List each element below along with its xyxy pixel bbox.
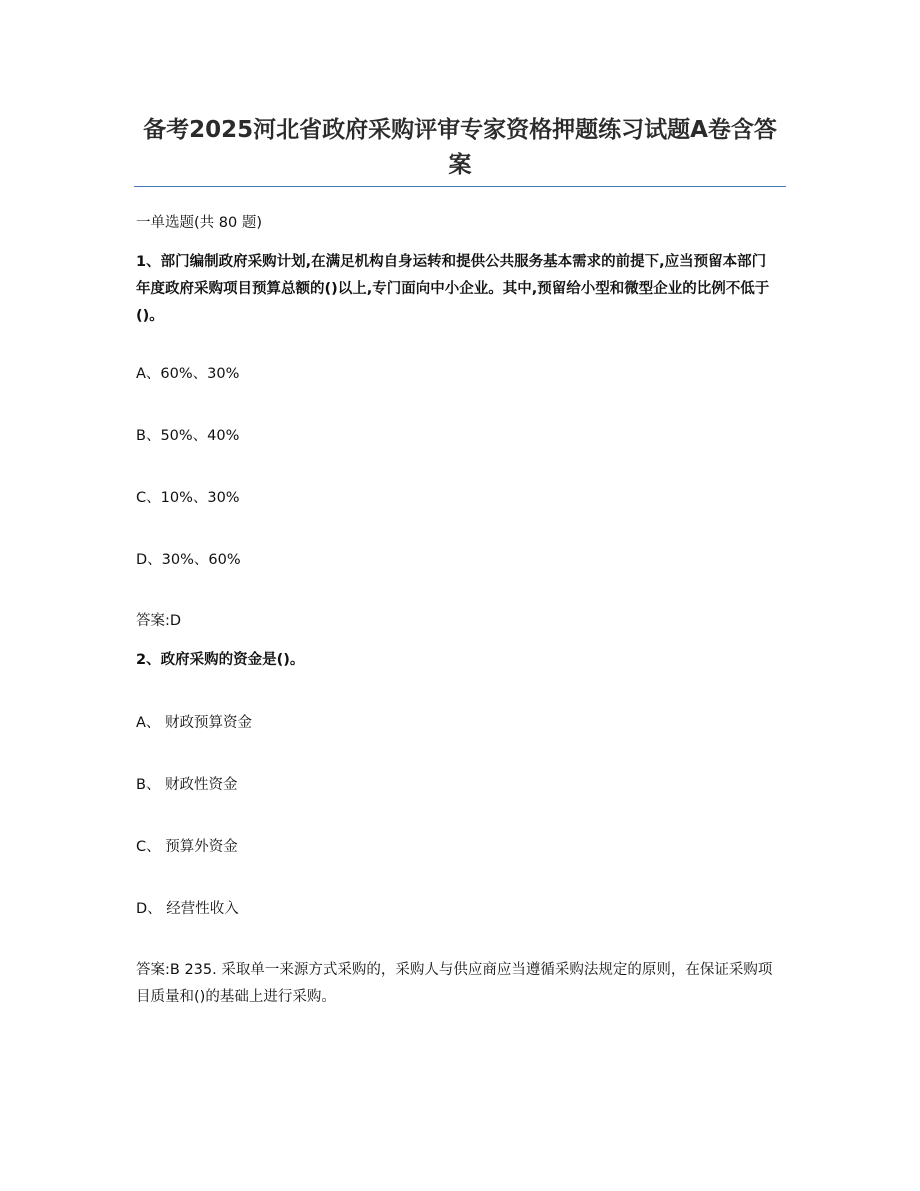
question-1-answer: 答案:D (136, 613, 182, 629)
question-1-option-d: D、30%、60% (136, 552, 241, 568)
title-divider (134, 186, 786, 187)
question-2-stem: 2、政府采购的资金是()。 (136, 652, 305, 668)
question-2-answer: 答案:B 235. 采取单一来源方式采购的，采购人与供应商应当遵循采购法规定的原则，在保证采购项目质量和()的基础上进行采购。 (136, 962, 773, 1005)
question-2-option-c: C、 预算外资金 (136, 839, 238, 855)
question-1-option-c: C、10%、30% (136, 490, 240, 506)
question-2-option-d: D、 经营性收入 (136, 901, 239, 917)
section-header: 一单选题(共 80 题) (136, 215, 262, 231)
question-2-option-b: B、 财政性资金 (136, 777, 238, 793)
page-title: 备考2025河北省政府采购评审专家资格押题练习试题A卷含答案 (143, 117, 777, 178)
question-1-option-a: A、60%、30% (136, 366, 240, 382)
question-1-stem: 1、部门编制政府采购计划,在满足机构自身运转和提供公共服务基本需求的前提下,应当预留本部门年度政府采购项目预算总额的()以上,专门面向中小企业。其中,预留给小型和微型企业的比例不低于()。 (136, 254, 770, 324)
question-1-option-b: B、50%、40% (136, 428, 240, 444)
question-2-option-a: A、 财政预算资金 (136, 715, 253, 731)
